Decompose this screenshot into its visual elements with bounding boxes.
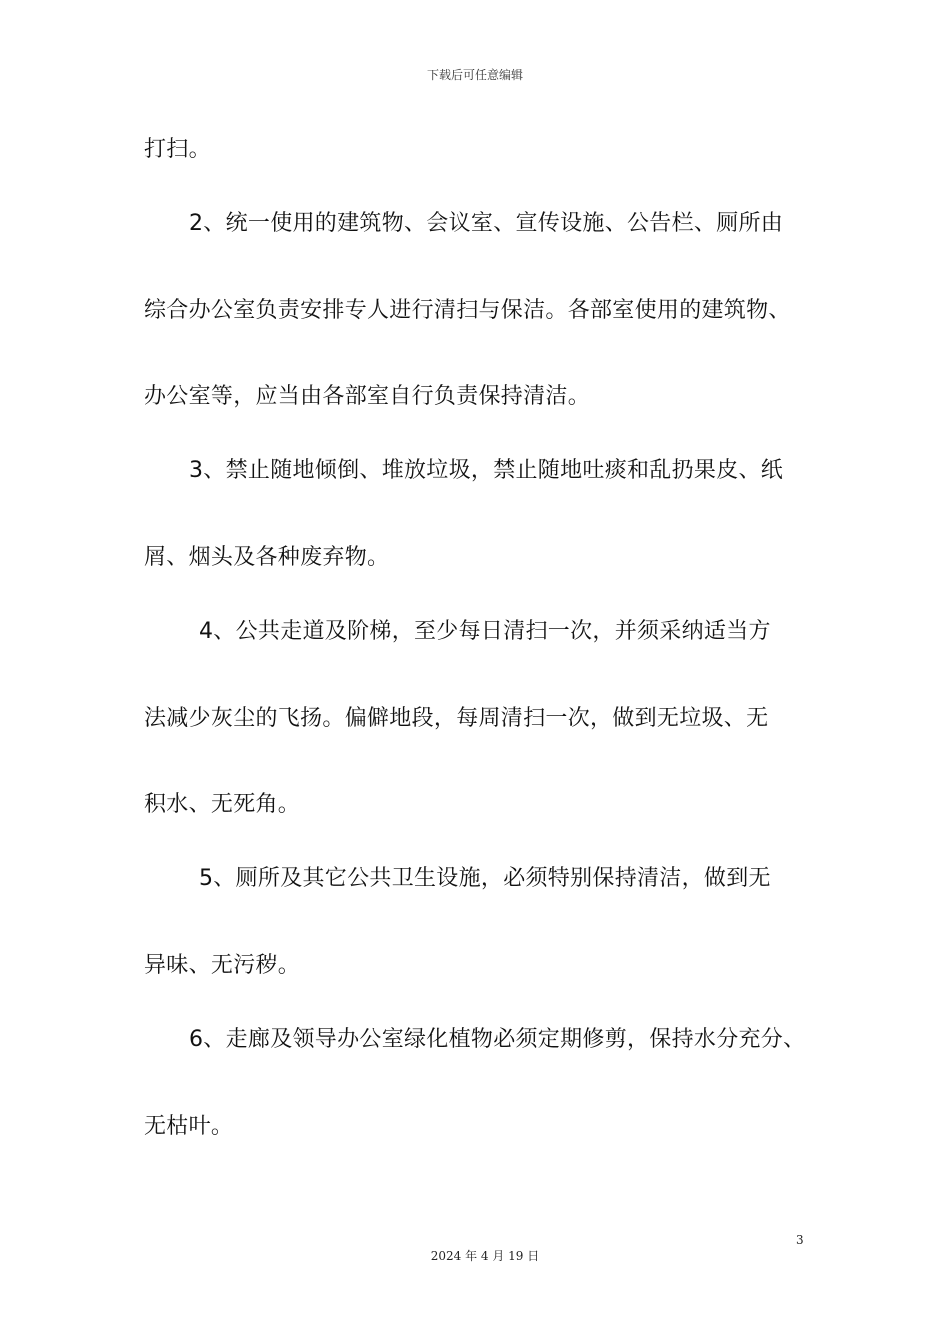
body-line-12: 6、走廊及领导办公室绿化植物必须定期修剪，保持水分充分、 [189,1027,806,1052]
body-line-8: 法减少灰尘的飞扬。偏僻地段，每周清扫一次，做到无垃圾、无 [144,706,769,731]
body-line-4: 办公室等，应当由各部室自行负责保持清洁。 [144,384,591,409]
page-header: 下载后可任意编辑 [426,68,523,82]
body-line-2: 2、统一使用的建筑物、会议室、宣传设施、公告栏、厕所由 [189,211,784,236]
footer-date: 2024 年 4 月 19 日 [430,1249,540,1263]
body-line-11: 异味、无污秽。 [144,953,301,978]
body-line-7: 4、公共走道及阶梯，至少每日清扫一次，并须采纳适当方 [199,619,771,644]
body-line-1: 打扫。 [144,137,211,162]
page-number: 3 [796,1233,804,1247]
body-line-10: 5、厕所及其它公共卫生设施，必须特别保持清洁，做到无 [199,866,771,891]
body-line-13: 无枯叶。 [144,1114,234,1139]
body-line-5: 3、禁止随地倾倒、堆放垃圾，禁止随地吐痰和乱扔果皮、纸 [189,458,784,483]
body-line-6: 屑、烟头及各种废弃物。 [144,545,390,570]
body-line-9: 积水、无死角。 [144,792,301,817]
body-line-3: 综合办公室负责安排专人进行清扫与保洁。各部室使用的建筑物、 [144,298,791,323]
